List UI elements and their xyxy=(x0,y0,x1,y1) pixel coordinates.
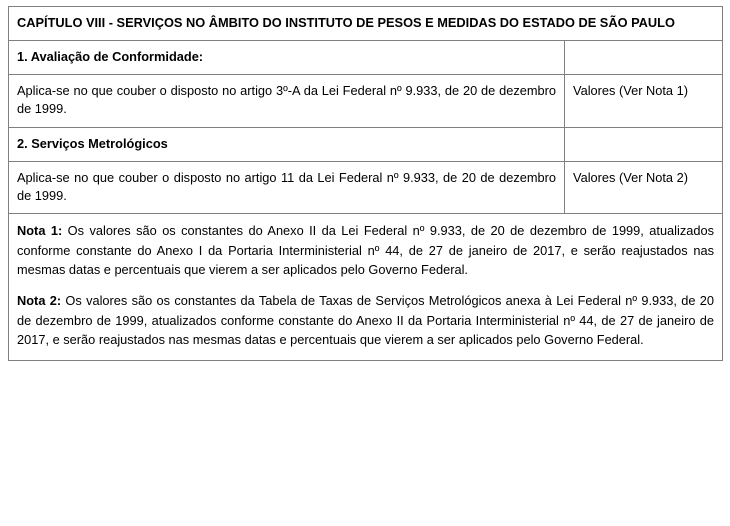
section-heading-1-value xyxy=(565,41,723,75)
notes-cell xyxy=(9,214,723,361)
note-2-label: Nota 2: xyxy=(17,293,62,309)
table-row-section-heading-2 xyxy=(9,127,723,161)
section-value-1: Valores (Ver Nota 1) xyxy=(565,75,723,127)
section-description-2: Aplica-se no que couber o disposto no artigo 11 da Lei Federal nº 9.933, de 20 de dezembro de 1999. xyxy=(9,161,565,213)
note-1-label: Nota 1: xyxy=(17,223,63,239)
note-1 xyxy=(17,221,714,279)
table-row-section-2 xyxy=(9,161,723,213)
table-row-chapter-title xyxy=(9,7,723,41)
section-heading-2-value xyxy=(565,127,723,161)
section-description-1: Aplica-se no que couber o disposto no artigo 3º-A da Lei Federal nº 9.933, de 20 de dezembro de 1999. xyxy=(9,75,565,127)
section-heading-1: 1. Avaliação de Conformidade: xyxy=(9,41,565,75)
section-value-2: Valores (Ver Nota 2) xyxy=(565,161,723,213)
table-row-notes xyxy=(9,214,723,361)
section-heading-2: 2. Serviços Metrológicos xyxy=(9,127,565,161)
chapter-title: CAPÍTULO VIII - SERVIÇOS NO ÂMBITO DO INSTITUTO DE PESOS E MEDIDAS DO ESTADO DE SÃO PAULO xyxy=(9,7,723,41)
note-2 xyxy=(17,291,714,349)
table-row-section-1 xyxy=(9,75,723,127)
note-2-text: Os valores são os constantes da Tabela de Taxas de Serviços Metrológicos anexa à Lei Federal nº 9.933, de 20 de dezembro de 1999, atualizados conforme constante do Anexo II da Portaria Interministerial nº 44, de 27 de janeiro de 2017, e serão reajustados nas mesmas datas e percentuais que vierem a ser aplicados pelo Governo Federal. xyxy=(17,293,715,348)
table-row-section-heading-1 xyxy=(9,41,723,75)
fee-schedule-table xyxy=(8,6,723,361)
note-1-text: Os valores são os constantes do Anexo II da Lei Federal nº 9.933, de 20 de dezembro de 1999, atualizados conforme constante do Anexo I da Portaria Interministerial nº 44, de 27 de janeiro de 2017, e serão reajustados nas mesmas datas e percentuais que vierem a ser aplicados pelo Governo Federal. xyxy=(17,223,715,277)
